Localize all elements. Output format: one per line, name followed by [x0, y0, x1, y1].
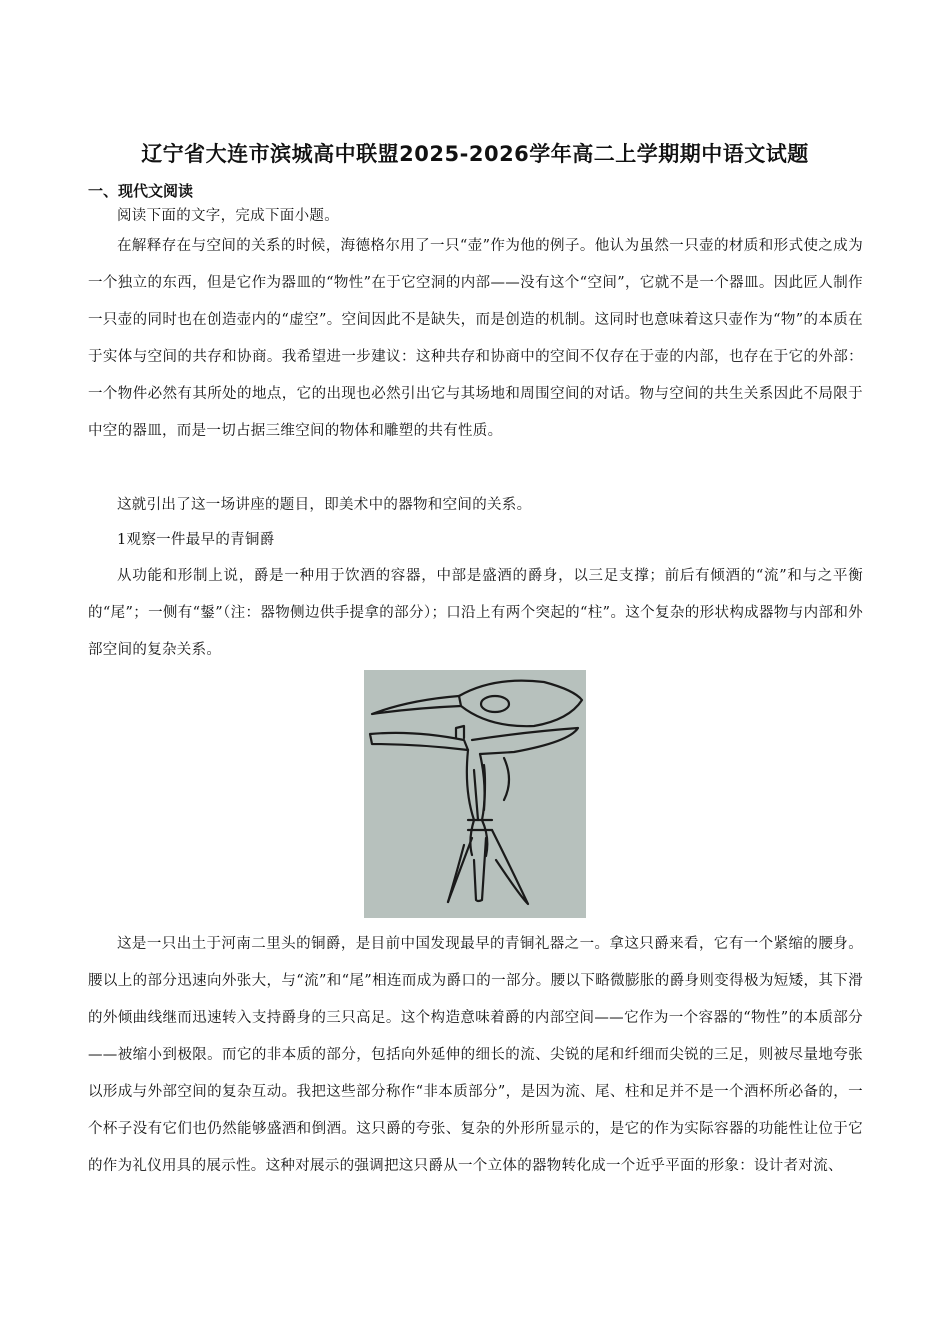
bronze-jue-drawing — [364, 670, 586, 918]
subheading-1: 1观察一件最早的青铜爵 — [117, 532, 275, 548]
paragraph-4: 这是一只出土于河南二里头的铜爵，是目前中国发现最早的青铜礼器之一。拿这只爵来看，它有一个紧缩的腰身。腰以上的部分迅速向外张大，与“流”和“尾”相连而成为爵口的一部分。腰以下略微膨胀的爵身则变得极为短矮，其下滑的外倾曲线继而迅速转入支持爵身的三只高足。这个构造意味着爵的内部空间——它作为一个容器的“物性”的本质部分——被缩小到极限。而它的非本质的部分，包括向外延伸的细长的流、尖锐的尾和纤细而尖锐的三足，则被尽量地夸张以形成与外部空间的复杂互动。我把这些部分称作“非本质部分”，是因为流、尾、柱和足并不是一个酒杯所必备的，一个杯子没有它们也仍然能够盛酒和倒酒。这只爵的夸张、复杂的外形所显示的，是它的作为实际容器的功能性让位于它的作为礼仪用具的展示性。这种对展示的强调把这只爵从一个立体的器物转化成一个近乎平面的形象：设计者对流、 — [88, 936, 863, 1174]
paragraph-2: 这就引出了这一场讲座的题目，即美术中的器物和空间的关系。 — [117, 497, 532, 513]
jue-sketch-icon — [364, 670, 586, 918]
document-title: 辽宁省大连市滨城高中联盟2025-2026学年高二上学期期中语文试题 — [141, 142, 809, 166]
paragraph-3: 从功能和形制上说，爵是一种用于饮酒的容器，中部是盛酒的爵身，以三足支撑；前后有倾酒的“流”和与之平衡的“尾”；一侧有“鋬”（注：器物侧边供手提拿的部分）；口沿上有两个突起的“柱”。这个复杂的形状构成器物与内部和外部空间的复杂关系。 — [88, 568, 863, 658]
section-heading: 一、现代文阅读 — [88, 182, 194, 200]
instruction: 阅读下面的文字，完成下面小题。 — [117, 208, 339, 224]
paragraph-1: 在解释存在与空间的关系的时候，海德格尔用了一只“壶”作为他的例子。他认为虽然一只壶的材质和形式使之成为一个独立的东西，但是它作为器皿的“物性”在于它空洞的内部——没有这个“空间”，它就不是一个器皿。因此匠人制作一只壶的同时也在创造壶内的“虚空”。空间因此不是缺失，而是创造的机制。这同时也意味着这只壶作为“物”的本质在于实体与空间的共存和协商。我希望进一步建议：这种共存和协商中的空间不仅存在于壶的内部，也存在于它的外部：一个物件必然有其所处的地点，它的出现也必然引出它与其场地和周围空间的对话。物与空间的共生关系因此不局限于中空的器皿，而是一切占据三维空间的物体和雕塑的共有性质。 — [88, 238, 863, 439]
